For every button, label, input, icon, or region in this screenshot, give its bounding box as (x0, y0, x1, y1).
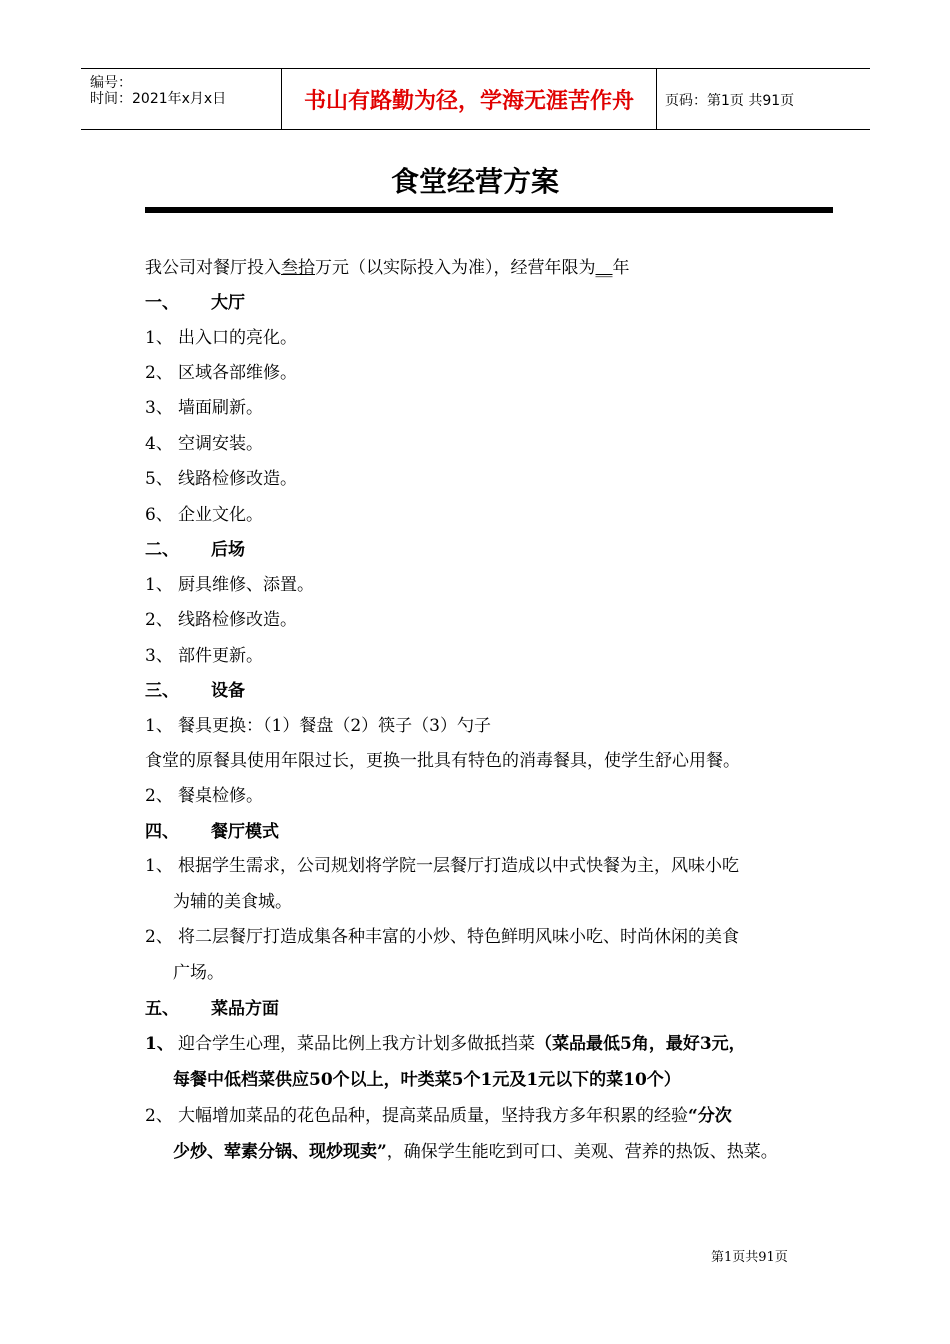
header-motto-cell (281, 69, 657, 129)
list-item: 4、 空调安装。 (145, 434, 263, 454)
section-heading-4: 四、 餐厅模式 (145, 822, 279, 842)
document-title: 食堂经营方案 (390, 165, 559, 198)
list-item: 1、 餐具更换：（1）餐盘（2）筷子（3）勺子 (145, 716, 491, 736)
header-page-cell (656, 69, 870, 129)
list-item-continuation: 为辅的美食城。 (173, 892, 292, 912)
list-item: 2、 线路检修改造。 (145, 610, 297, 630)
list-item: 2、 将二层餐厅打造成集各种丰富的小炒、特色鲜明风味小吃、时尚休闲的美食 (145, 927, 739, 947)
list-item: 2、 餐桌检修。 (145, 786, 263, 806)
serial-label: 编号： (90, 75, 132, 91)
list-item-continuation: 每餐中低档菜供应50个以上，叶类菜5个1元及1元以下的菜10个） (173, 1070, 681, 1090)
section-heading-2: 二、 后场 (145, 540, 245, 560)
investment-amount: 叁拾 (281, 258, 315, 278)
page-footer: 第1页共91页 (711, 1250, 788, 1265)
list-item: 6、 企业文化。 (145, 505, 263, 525)
list-item: 2、 大幅增加菜品的花色品种，提高菜品质量，坚持我方多年积累的经验“分次 (145, 1106, 732, 1126)
paragraph: 食堂的原餐具使用年限过长，更换一批具有特色的消毒餐具，使学生舒心用餐。 (145, 751, 740, 771)
page-info: 页码：第1页 共91页 (665, 93, 795, 109)
page-header (81, 68, 870, 130)
list-item: 1、 迎合学生心理，菜品比例上我方计划多做抵挡菜（菜品最低5角，最好3元， (145, 1034, 746, 1054)
list-item-continuation: 广场。 (173, 963, 224, 983)
date-line: 时间：2021年x月x日 (90, 91, 227, 107)
title-divider (145, 207, 833, 213)
intro-paragraph: 我公司对餐厅投入叁拾万元（以实际投入为准），经营年限为__年 (145, 258, 630, 278)
list-item: 3、 部件更新。 (145, 646, 263, 666)
header-meta (81, 69, 281, 129)
motto: 书山有路勤为径，学海无涯苦作舟 (303, 88, 634, 114)
list-item: 5、 线路检修改造。 (145, 469, 297, 489)
section-heading-5: 五、 菜品方面 (145, 999, 279, 1019)
list-item: 2、 区域各部维修。 (145, 363, 297, 383)
list-item-continuation: 少炒、荤素分锅、现炒现卖”，确保学生能吃到可口、美观、营养的热饭、热菜。 (173, 1142, 778, 1162)
list-item: 1、 出入口的亮化。 (145, 328, 297, 348)
list-item: 3、 墙面刷新。 (145, 398, 263, 418)
years-blank: __ (595, 258, 613, 278)
section-heading-3: 三、 设备 (145, 681, 245, 701)
list-item: 1、 根据学生需求，公司规划将学院一层餐厅打造成以中式快餐为主，风味小吃 (145, 856, 739, 876)
section-heading-1: 一、 大厅 (145, 293, 245, 313)
list-item: 1、 厨具维修、添置。 (145, 575, 314, 595)
